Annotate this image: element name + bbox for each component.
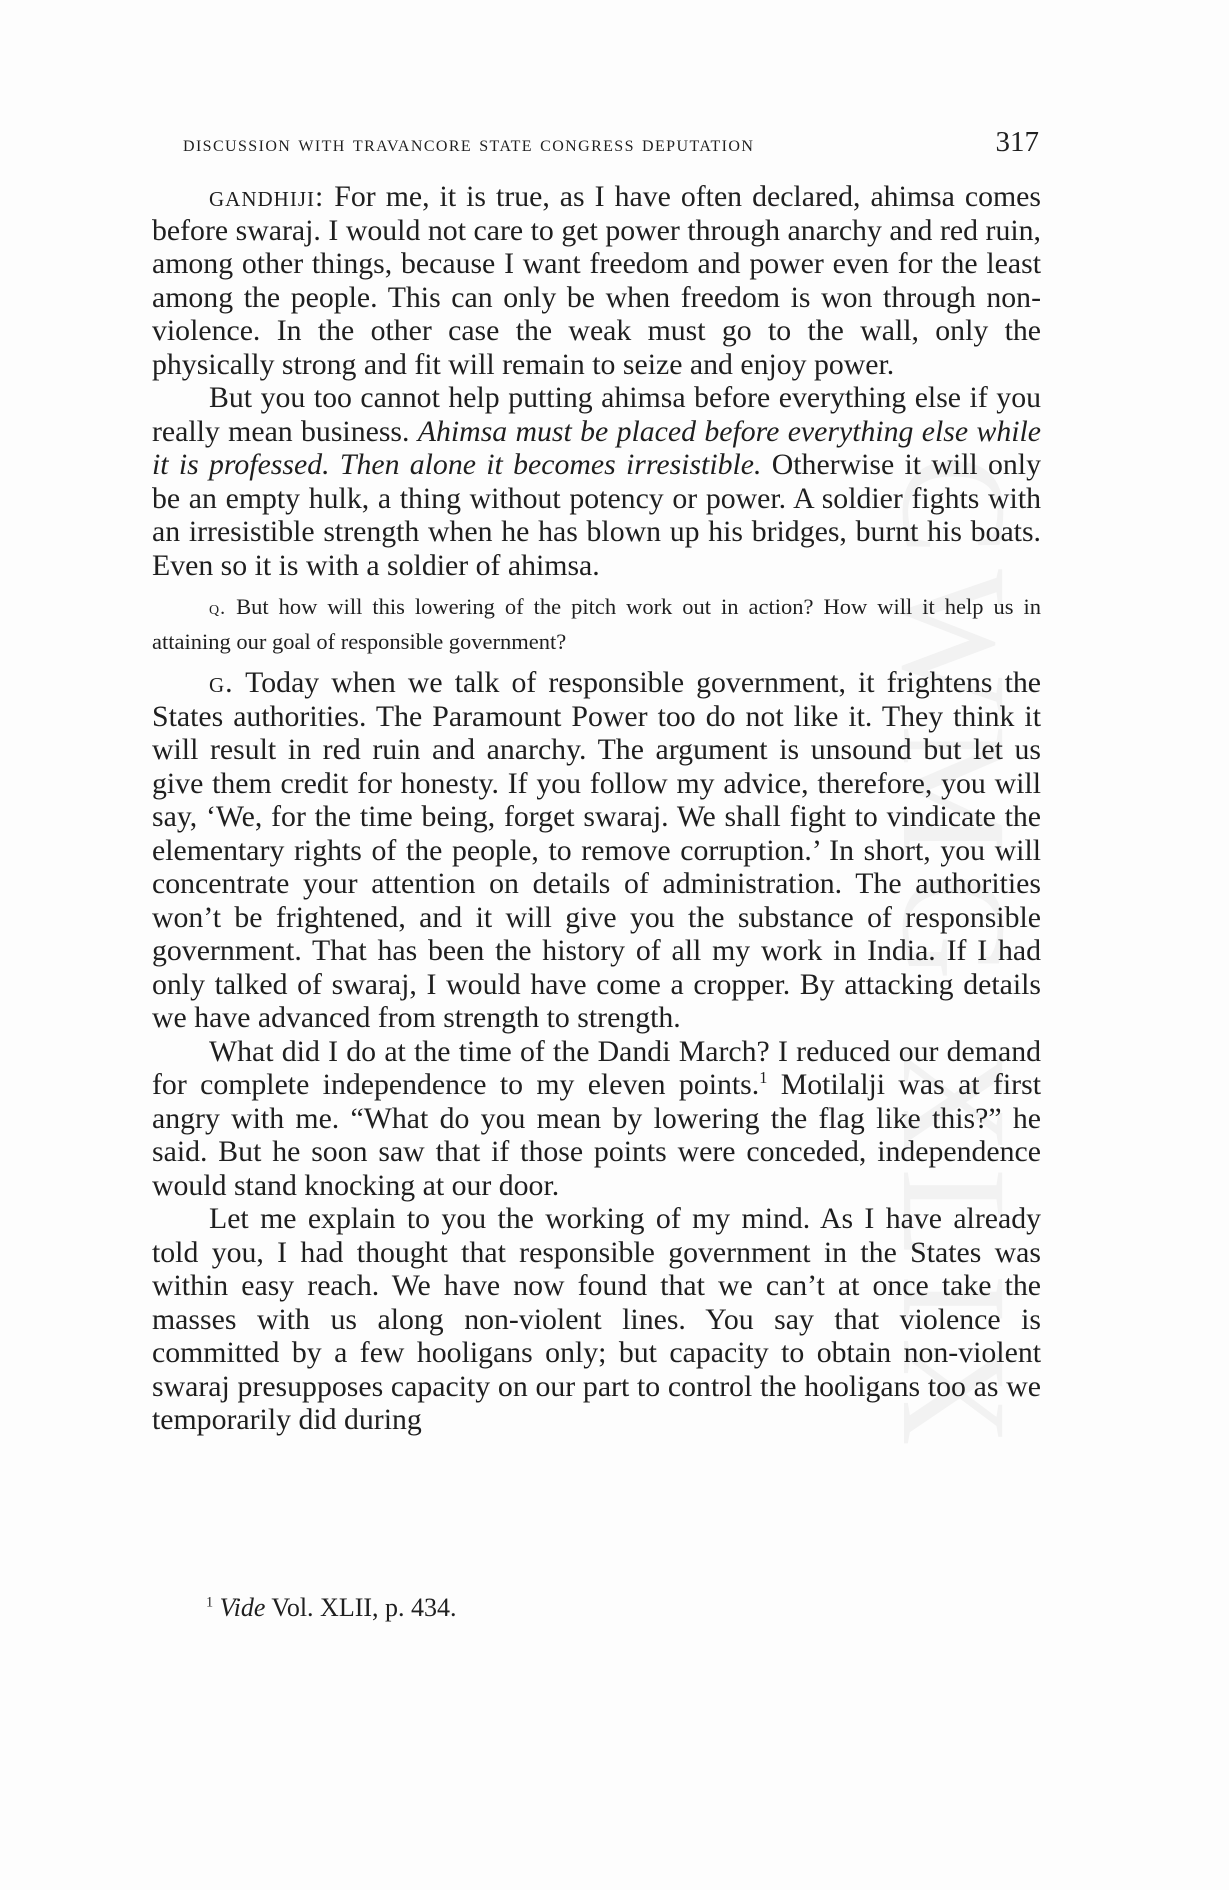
- body-text: [152, 180, 1041, 1437]
- paragraph-text: Today when we talk of responsible government, it frightens the States authorities. The Paramount Power too do not like it. They think it will result in red ruin and anarchy. The argument is unsound but let us give them credit for honesty. If you follow my advice, therefore, you will say, ‘We, for the time being, forget swaraj. We shall fight to vindicate the elementary rights of the people, to remove corruption.’ In short, you will concentrate your attention on details of administration. The authorities won’t be frightened, and it will give you the substance of responsible government. That has been the history of all my work in India. If I had only talked of swaraj, I would have come a cropper. By attacking details we have advanced from strength to strength.: [152, 666, 1041, 1034]
- paragraph-2: [152, 381, 1041, 582]
- footnote-italic: Vide: [219, 1593, 266, 1622]
- paragraph-text: Let me explain to you the working of my mind. As I have already told you, I had thought that responsible government in the States was within easy reach. We have now found that we can’t at once take the masses with us along non-violent lines. You say that violence is committed by a few hooligans only; but capacity to obtain non-violent swaraj presupposes capacity on our part to control the hooligans too as we temporarily did during: [152, 1202, 1041, 1436]
- paragraph-3: [152, 666, 1041, 1035]
- question-paragraph: [152, 590, 1041, 658]
- paragraph-4: [152, 1035, 1041, 1203]
- question-label: q.: [209, 597, 227, 619]
- speaker-label: gandhiji:: [209, 180, 325, 213]
- paragraph-text: Otherwise it will only be an empty hulk, a thing without potency or power. A soldier fights with an irresistible strength when he has blown up his bridges, burnt his boats. Even so it is with a soldier of ahimsa.: [152, 448, 1041, 582]
- paragraph-1: [152, 180, 1041, 381]
- footnote-mark: 1: [206, 1594, 214, 1611]
- paragraph-text: But you too cannot help putting ahimsa before everything else if you really mean business.: [152, 381, 1041, 448]
- italic-emphasis: Ahimsa must be placed before everything else while it is professed. Then alone it becomes irresistible.: [152, 414, 1041, 481]
- speaker-label: g.: [209, 666, 234, 699]
- paragraph-text: For me, it is true, as I have often declared, ahimsa comes before swaraj. I would not care to get power through anarchy and red ruin, among other things, because I want freedom and power even for the least among the people. This can only be when freedom is won through non-violence. In the other case the weak must go to the wall, only the physically strong and fit will remain to seize and enjoy power.: [152, 180, 1041, 381]
- running-head: [183, 126, 1039, 159]
- running-head-title: discussion with travancore state congress deputation: [183, 131, 755, 156]
- paragraph-5: [152, 1202, 1041, 1437]
- paragraph-text: What did I do at the time of the Dandi March? I reduced our demand for complete independence to my eleven points.: [152, 1034, 1041, 1101]
- footnote-ref: 1: [759, 1068, 768, 1088]
- paragraph-text: Motilalji was at first angry with me. “What do you mean by lowering the flag like this?” he said. But he soon saw that if those points were conceded, independence would stand knocking at our door.: [152, 1068, 1041, 1202]
- footnote: [206, 1593, 457, 1623]
- footnote-text: Vol. XLII, p. 434.: [265, 1593, 457, 1622]
- question-text: But how will this lowering of the pitch work out in action? How will it help us in attaining our goal of responsible government?: [152, 594, 1041, 654]
- page-number: 317: [995, 126, 1039, 158]
